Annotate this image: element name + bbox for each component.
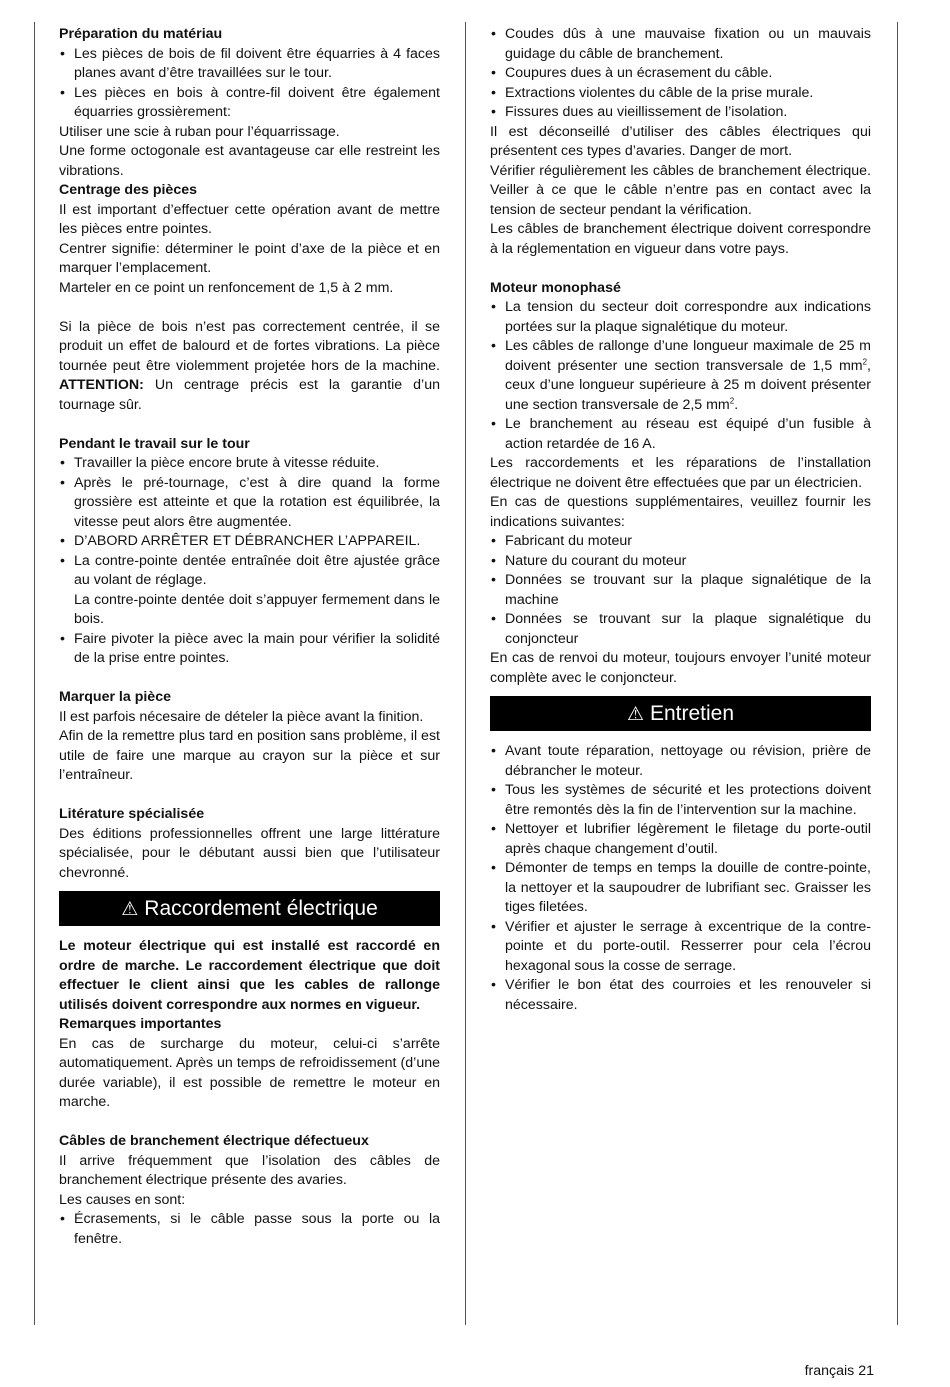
- work-list: [59, 454, 440, 669]
- list-item: • Fabricant du moteur: [490, 532, 871, 552]
- list-item: • Les pièces en bois à contre-fil doivent être également équarries grossièrement:: [59, 84, 440, 123]
- paragraph: Vérifier régulièrement les câbles de branchement électrique. Veiller à ce que le câble n’entre pas en contact avec la tension de secteur pendant la vérification.: [490, 162, 871, 218]
- section-title-marquer: Marquer la pièce: [59, 689, 171, 705]
- list-item: • Données se trouvant sur la plaque signalétique du conjoncteur: [490, 610, 871, 649]
- list-item: • La tension du secteur doit correspondre aux indications portées sur la plaque signalétique du moteur.: [490, 298, 871, 337]
- left-border-rule: [34, 22, 35, 1325]
- list-item: • Écrasements, si le câble passe sous la porte ou la fenêtre.: [59, 1210, 440, 1249]
- paragraph: Centrer signifie: déterminer le point d’axe de la pièce et en marquer l’emplacement.: [59, 240, 440, 276]
- list-item: • La contre-pointe dentée entraînée doit être ajustée grâce au volant de réglage. La contre-pointe dentée doit s’appuyer fermement dans le bois.: [59, 552, 440, 630]
- paragraph: Il est important d’effectuer cette opération avant de mettre les pièces entre pointes.: [59, 201, 440, 237]
- section-title-moteur: Moteur monophasé: [490, 279, 621, 296]
- paragraph: Il est déconseillé d’utiliser des câbles électriques qui présentent ces types d’avaries. Danger de mort.: [490, 123, 871, 159]
- list-item: • Le branchement au réseau est équipé d’un fusible à action retardée de 16 A.: [490, 415, 871, 454]
- paragraph: Les raccordements et les réparations de l’installation électrique ne doivent être effectuées que par un électricien.: [490, 455, 871, 491]
- paragraph: Marteler en ce point un renfoncement de 1,5 à 2 mm.: [59, 279, 394, 296]
- paragraph: Afin de la remettre plus tard en position sans problème, il est utile de faire une marque au crayon sur la pièce et sur l’entraîneur.: [59, 728, 440, 783]
- list-item: • Après le pré-tournage, c’est à dire quand la forme grossière est atteinte et que la rotation est équilibrée, la vitesse peut alors être augmentée.: [59, 474, 440, 533]
- attention-label: ATTENTION:: [59, 377, 144, 393]
- list-item: • Faire pivoter la pièce avec la main pour vérifier la solidité de la prise entre pointes.: [59, 630, 440, 669]
- section-banner-raccordement: [59, 891, 440, 926]
- list-item: • Les pièces de bois de fil doivent être équarries à 4 faces planes avant d’être travaillées sur le tour.: [59, 45, 440, 84]
- center-divider-rule: [465, 22, 466, 1325]
- causes-list: [59, 1210, 440, 1249]
- list-item: • Données se trouvant sur la plaque signalétique de la machine: [490, 571, 871, 610]
- list-item: • Tous les systèmes de sécurité et les protections doivent être remontés dès la fin de l’intervention sur la machine.: [490, 781, 871, 820]
- right-column: [490, 25, 871, 1015]
- list-item: • Avant toute réparation, nettoyage ou révision, prière de débrancher le moteur.: [490, 742, 871, 781]
- causes-list-continued: [490, 25, 871, 123]
- paragraph: Il arrive fréquemment que l’isolation des câbles de branchement électrique présente des avaries.: [59, 1152, 440, 1188]
- maintenance-list: [490, 742, 871, 1015]
- paragraph: En cas de questions supplémentaires, veuillez fournir les indications suivantes:: [490, 494, 871, 530]
- paragraph: Des éditions professionnelles offrent une large littérature spécialisée, pour le débutant aussi bien que l’utilisateur chevronné.: [59, 825, 440, 881]
- warning-icon: ⚠: [121, 899, 139, 920]
- section-title-cables: Câbles de branchement électrique défectueux: [59, 1133, 369, 1149]
- right-border-rule: [897, 22, 898, 1325]
- page-number: français 21: [804, 1363, 874, 1379]
- section-title-travail: Pendant le travail sur le tour: [59, 435, 250, 452]
- list-item: • Démonter de temps en temps la douille de contre-pointe, la nettoyer et la saupoudrer de lubrifiant sec. Graisser les tiges filetées.: [490, 859, 871, 918]
- paragraph: Il est parfois nécesaire de dételer la pièce avant la finition.: [59, 708, 424, 725]
- paragraph: Une forme octogonale est avantageuse car elle restreint les vibrations.: [59, 143, 440, 179]
- section-title-preparation: Préparation du matériau: [59, 26, 223, 42]
- list-item: • Extractions violentes du câble de la prise murale.: [490, 84, 871, 104]
- list-item: • Travailler la pièce encore brute à vitesse réduite.: [59, 454, 440, 474]
- list-item: • Vérifier le bon état des courroies et les renouveler si nécessaire.: [490, 976, 871, 1015]
- preparation-list: [59, 45, 440, 123]
- list-item: • Nettoyer et lubrifier légèrement le filetage du porte-outil après chaque changement d’outil.: [490, 820, 871, 859]
- section-title-remarques: Remarques importantes: [59, 1016, 222, 1032]
- list-item: • Coudes dûs à une mauvaise fixation ou un mauvais guidage du câble de branchement.: [490, 25, 871, 64]
- paragraph: En cas de surcharge du moteur, celui-ci s’arrête automatiquement. Après un temps de refroidissement (d’une durée variable), il est possible de remettre le moteur en marche.: [59, 1035, 440, 1110]
- warning-icon: ⚠: [626, 704, 644, 725]
- motor-list: [490, 298, 871, 454]
- banner-title: Raccordement électrique: [144, 897, 378, 920]
- list-item: • Vérifier et ajuster le serrage à excentrique de la contre-pointe et du porte-outil. Resserrer pour cela l’écrou hexagonal sous la cosse de serrage.: [490, 918, 871, 977]
- banner-title: Entretien: [649, 702, 735, 725]
- info-list: [490, 532, 871, 649]
- list-item: • Nature du courant du moteur: [490, 552, 871, 572]
- paragraph: Les câbles de branchement électrique doivent correspondre à la réglementation en vigueur dans votre pays.: [490, 221, 871, 257]
- list-item: • Les câbles de rallonge d’une longueur maximale de 25 m doivent présenter une section transversale de 1,5 $mm^2$, ceux d’une longueur supérieure à 25 m doivent présenter une section transversale de 2,5 $mm^2$.: [490, 337, 871, 415]
- paragraph: Les causes en sont:: [59, 1191, 186, 1208]
- paragraph: Utiliser une scie à ruban pour l’équarrissage.: [59, 123, 340, 140]
- left-column: [59, 25, 440, 1249]
- paragraph-bold-notice: Le moteur électrique qui est installé est raccordé en ordre de marche. Le raccordement électrique que doit effectuer le client ainsi que les cables de rallonge utilisés doivent correspondre aux normes en vigueur.: [59, 938, 440, 1013]
- section-title-litterature: Litérature spécialisée: [59, 806, 205, 822]
- section-title-centrage: Centrage des pièces: [59, 182, 197, 198]
- section-banner-entretien: [490, 696, 871, 731]
- list-item: • Coupures dues à un écrasement du câble.: [490, 64, 871, 84]
- indented-note: La contre-pointe dentée doit s’appuyer fermement dans le bois.: [74, 591, 440, 627]
- list-item: • D’ABORD ARRÊTER ET DÉBRANCHER L’APPAREIL.: [59, 532, 440, 552]
- paragraph: En cas de renvoi du moteur, toujours envoyer l’unité moteur complète avec le conjoncteur.: [490, 650, 871, 686]
- paragraph-attention: Si la pièce de bois n’est pas correctement centrée, il se produit un effet de balourd et de fortes vibrations. La pièce tournée peut être violemment projetée hors de la machine. ATTENTION: Un centrage précis est la garantie d’un tournage sûr.: [59, 318, 440, 413]
- list-item: • Fissures dues au vieillissement de l’isolation.: [490, 103, 871, 123]
